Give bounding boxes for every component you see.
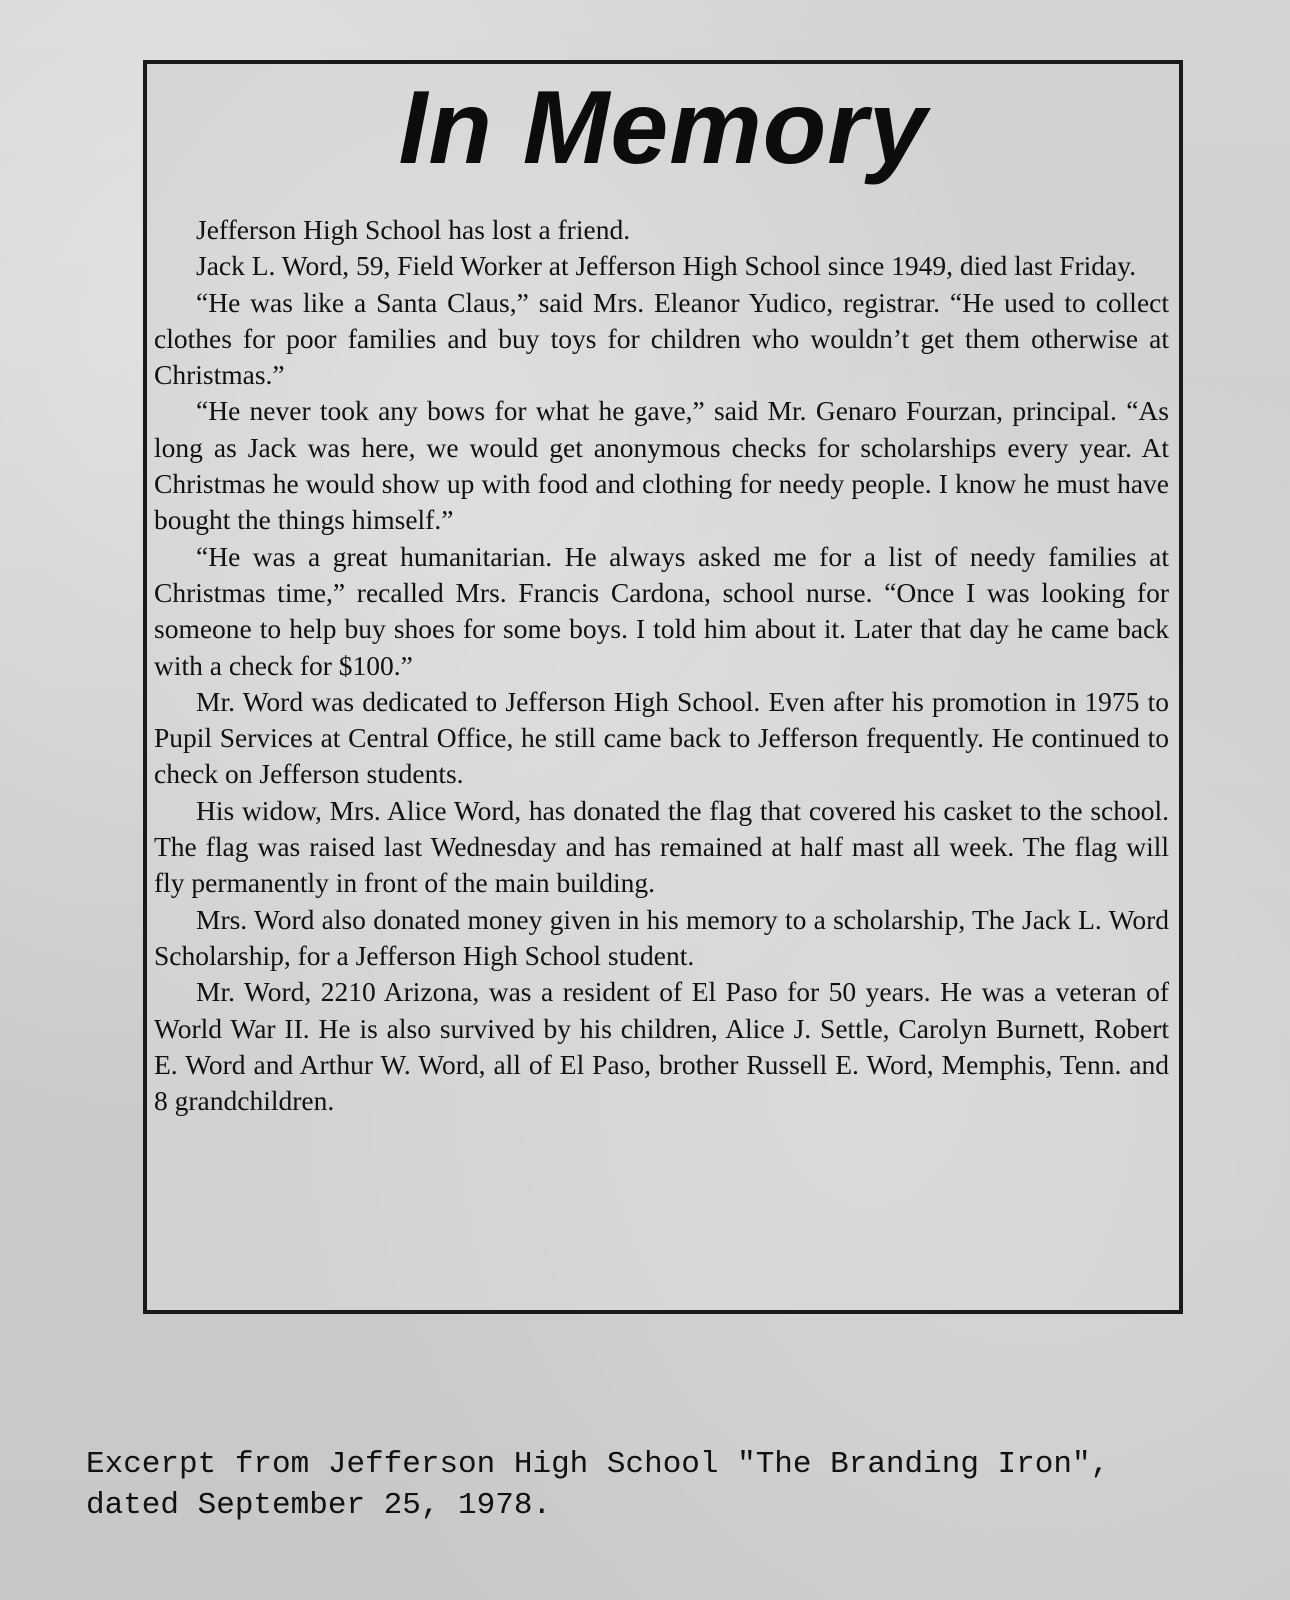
article-paragraph: “He never took any bows for what he gave,” said Mr. Genaro Fourzan, principal. “As long as Jack was here, we would get anonymous checks for scholarships every year. At Christmas he would show up with food and clothing for needy people. I know he must have bought the things himself.” [154, 395, 1169, 536]
article-paragraph: Jefferson High School has lost a friend. [196, 214, 631, 245]
source-caption [86, 1444, 1236, 1526]
newspaper-clipping [143, 60, 1183, 1314]
headline: In Memory [398, 70, 928, 186]
caption-line: dated September 25, 1978. [86, 1488, 552, 1523]
article-paragraph: Mrs. Word also donated money given in his memory to a scholarship, The Jack L. Word Scholarship, for a Jefferson High School student. [154, 903, 1169, 971]
article-paragraph: “He was like a Santa Claus,” said Mrs. Eleanor Yudico, registrar. “He used to collect clothes for poor families and buy toys for children who wouldn’t get them otherwise at Christmas.” [154, 286, 1169, 391]
article-paragraph: His widow, Mrs. Alice Word, has donated the flag that covered his casket to the school. The flag was raised last Wednesday and has remained at half mast all week. The flag will fly permanently in front of the main building. [154, 794, 1169, 899]
caption-line: Excerpt from Jefferson High School "The Branding Iron", [86, 1447, 1110, 1482]
article-paragraph: Mr. Word, 2210 Arizona, was a resident of El Paso for 50 years. He was a veteran of World War II. He is also survived by his children, Alice J. Settle, Carolyn Burnett, Robert E. Word and Arthur W. Word, all of El Paso, brother Russell E. Word, Memphis, Tenn. and 8 grandchildren. [154, 976, 1169, 1117]
article-body [154, 212, 1169, 1119]
article-paragraph: Mr. Word was dedicated to Jefferson High School. Even after his promotion in 1975 to Pupil Services at Central Office, he still came back to Jefferson frequently. He continued to check on Jefferson students. [154, 685, 1169, 790]
article-paragraph: Jack L. Word, 59, Field Worker at Jefferson High School since 1949, died last Friday. [196, 250, 1137, 282]
article-paragraph: “He was a great humanitarian. He always asked me for a list of needy families at Christmas time,” recalled Mrs. Francis Cardona, school nurse. “Once I was looking for someone to help buy shoes for some boys. I told him about it. Later that day he came back with a check for $100.” [154, 540, 1169, 681]
